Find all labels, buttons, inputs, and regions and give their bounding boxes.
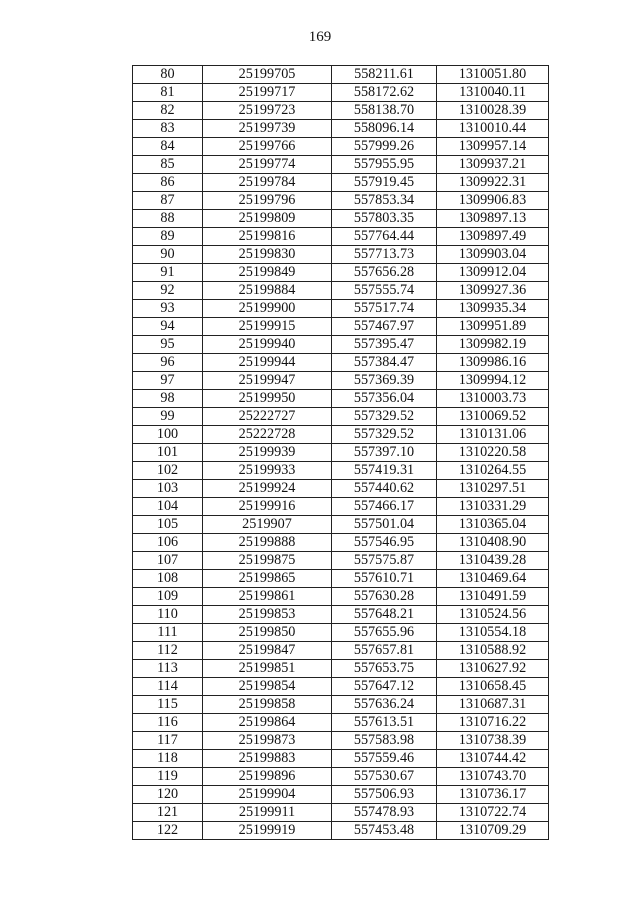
x-coordinate-cell: 557575.87 (332, 552, 437, 570)
x-coordinate-cell: 557610.71 (332, 570, 437, 588)
point-number-cell: 87 (133, 192, 203, 210)
point-number-cell: 113 (133, 660, 203, 678)
x-coordinate-cell: 558138.70 (332, 102, 437, 120)
x-coordinate-cell: 557803.35 (332, 210, 437, 228)
id-cell: 25199861 (203, 588, 332, 606)
y-coordinate-cell: 1310003.73 (437, 390, 549, 408)
table-row (133, 588, 549, 606)
y-coordinate-cell: 1310627.92 (437, 660, 549, 678)
point-number-cell: 104 (133, 498, 203, 516)
id-cell: 25199896 (203, 768, 332, 786)
point-number-cell: 99 (133, 408, 203, 426)
x-coordinate-cell: 557329.52 (332, 426, 437, 444)
table-row (133, 354, 549, 372)
point-number-cell: 118 (133, 750, 203, 768)
x-coordinate-cell: 557919.45 (332, 174, 437, 192)
id-cell: 25199947 (203, 372, 332, 390)
y-coordinate-cell: 1310744.42 (437, 750, 549, 768)
id-cell: 25199816 (203, 228, 332, 246)
x-coordinate-cell: 557467.97 (332, 318, 437, 336)
table-row (133, 498, 549, 516)
table-row (133, 228, 549, 246)
y-coordinate-cell: 1309922.31 (437, 174, 549, 192)
table-row (133, 192, 549, 210)
x-coordinate-cell: 557955.95 (332, 156, 437, 174)
id-cell: 25199766 (203, 138, 332, 156)
x-coordinate-cell: 557369.39 (332, 372, 437, 390)
x-coordinate-cell: 557395.47 (332, 336, 437, 354)
table-row (133, 606, 549, 624)
x-coordinate-cell: 557636.24 (332, 696, 437, 714)
table-row (133, 642, 549, 660)
point-number-cell: 116 (133, 714, 203, 732)
id-cell: 25199717 (203, 84, 332, 102)
table-row (133, 480, 549, 498)
y-coordinate-cell: 1310738.39 (437, 732, 549, 750)
table-row (133, 138, 549, 156)
point-number-cell: 112 (133, 642, 203, 660)
page-number: 169 (308, 29, 332, 45)
table-row (133, 804, 549, 822)
x-coordinate-cell: 557440.62 (332, 480, 437, 498)
point-number-cell: 114 (133, 678, 203, 696)
id-cell: 25199849 (203, 264, 332, 282)
table-row (133, 786, 549, 804)
point-number-cell: 82 (133, 102, 203, 120)
point-number-cell: 86 (133, 174, 203, 192)
id-cell: 25199944 (203, 354, 332, 372)
point-number-cell: 117 (133, 732, 203, 750)
x-coordinate-cell: 557501.04 (332, 516, 437, 534)
id-cell: 25199939 (203, 444, 332, 462)
x-coordinate-cell: 557517.74 (332, 300, 437, 318)
id-cell: 25199851 (203, 660, 332, 678)
y-coordinate-cell: 1310736.17 (437, 786, 549, 804)
x-coordinate-cell: 557647.12 (332, 678, 437, 696)
table-row (133, 390, 549, 408)
y-coordinate-cell: 1310131.06 (437, 426, 549, 444)
y-coordinate-cell: 1310554.18 (437, 624, 549, 642)
x-coordinate-cell: 557630.28 (332, 588, 437, 606)
point-number-cell: 119 (133, 768, 203, 786)
point-number-cell: 106 (133, 534, 203, 552)
table-row (133, 570, 549, 588)
y-coordinate-cell: 1310722.74 (437, 804, 549, 822)
table-row (133, 336, 549, 354)
y-coordinate-cell: 1310716.22 (437, 714, 549, 732)
point-number-cell: 105 (133, 516, 203, 534)
id-cell: 25199705 (203, 66, 332, 84)
y-coordinate-cell: 1310658.45 (437, 678, 549, 696)
y-coordinate-cell: 1310709.29 (437, 822, 549, 840)
id-cell: 25199911 (203, 804, 332, 822)
y-coordinate-cell: 1310469.64 (437, 570, 549, 588)
table-row (133, 624, 549, 642)
table-row (133, 174, 549, 192)
y-coordinate-cell: 1310040.11 (437, 84, 549, 102)
table-row (133, 282, 549, 300)
id-cell: 25199940 (203, 336, 332, 354)
point-number-cell: 90 (133, 246, 203, 264)
table-row (133, 120, 549, 138)
y-coordinate-cell: 1310297.51 (437, 480, 549, 498)
table-row (133, 714, 549, 732)
id-cell: 25199796 (203, 192, 332, 210)
table-row (133, 552, 549, 570)
id-cell: 25199883 (203, 750, 332, 768)
point-number-cell: 94 (133, 318, 203, 336)
id-cell: 25222728 (203, 426, 332, 444)
point-number-cell: 95 (133, 336, 203, 354)
point-number-cell: 83 (133, 120, 203, 138)
id-cell: 25199924 (203, 480, 332, 498)
table-row (133, 300, 549, 318)
table-row (133, 732, 549, 750)
id-cell: 25199919 (203, 822, 332, 840)
point-number-cell: 122 (133, 822, 203, 840)
id-cell: 25199854 (203, 678, 332, 696)
y-coordinate-cell: 1310264.55 (437, 462, 549, 480)
table-row (133, 102, 549, 120)
y-coordinate-cell: 1309935.34 (437, 300, 549, 318)
table-row (133, 408, 549, 426)
point-number-cell: 84 (133, 138, 203, 156)
y-coordinate-cell: 1310588.92 (437, 642, 549, 660)
table-row (133, 318, 549, 336)
point-number-cell: 115 (133, 696, 203, 714)
id-cell: 25199853 (203, 606, 332, 624)
y-coordinate-cell: 1309903.04 (437, 246, 549, 264)
table-row (133, 768, 549, 786)
x-coordinate-cell: 557384.47 (332, 354, 437, 372)
y-coordinate-cell: 1309982.19 (437, 336, 549, 354)
y-coordinate-cell: 1309951.89 (437, 318, 549, 336)
point-number-cell: 100 (133, 426, 203, 444)
x-coordinate-cell: 557764.44 (332, 228, 437, 246)
y-coordinate-cell: 1309994.12 (437, 372, 549, 390)
point-number-cell: 81 (133, 84, 203, 102)
x-coordinate-cell: 558172.62 (332, 84, 437, 102)
point-number-cell: 88 (133, 210, 203, 228)
coordinates-table-body (133, 66, 549, 840)
x-coordinate-cell: 557478.93 (332, 804, 437, 822)
y-coordinate-cell: 1310331.29 (437, 498, 549, 516)
x-coordinate-cell: 557853.34 (332, 192, 437, 210)
x-coordinate-cell: 557583.98 (332, 732, 437, 750)
x-coordinate-cell: 557506.93 (332, 786, 437, 804)
x-coordinate-cell: 557530.67 (332, 768, 437, 786)
x-coordinate-cell: 558211.61 (332, 66, 437, 84)
x-coordinate-cell: 557648.21 (332, 606, 437, 624)
table-row (133, 678, 549, 696)
x-coordinate-cell: 557453.48 (332, 822, 437, 840)
point-number-cell: 103 (133, 480, 203, 498)
point-number-cell: 98 (133, 390, 203, 408)
y-coordinate-cell: 1309957.14 (437, 138, 549, 156)
y-coordinate-cell: 1310028.39 (437, 102, 549, 120)
id-cell: 25199723 (203, 102, 332, 120)
y-coordinate-cell: 1310524.56 (437, 606, 549, 624)
x-coordinate-cell: 557656.28 (332, 264, 437, 282)
x-coordinate-cell: 557555.74 (332, 282, 437, 300)
id-cell: 25199847 (203, 642, 332, 660)
y-coordinate-cell: 1310051.80 (437, 66, 549, 84)
y-coordinate-cell: 1310365.04 (437, 516, 549, 534)
id-cell: 25199830 (203, 246, 332, 264)
x-coordinate-cell: 557559.46 (332, 750, 437, 768)
id-cell: 25199904 (203, 786, 332, 804)
table-row (133, 534, 549, 552)
id-cell: 25199933 (203, 462, 332, 480)
y-coordinate-cell: 1310069.52 (437, 408, 549, 426)
y-coordinate-cell: 1310439.28 (437, 552, 549, 570)
y-coordinate-cell: 1310743.70 (437, 768, 549, 786)
id-cell: 25199884 (203, 282, 332, 300)
id-cell: 25199784 (203, 174, 332, 192)
y-coordinate-cell: 1309986.16 (437, 354, 549, 372)
id-cell: 25199900 (203, 300, 332, 318)
x-coordinate-cell: 557655.96 (332, 624, 437, 642)
id-cell: 25199950 (203, 390, 332, 408)
table-row (133, 462, 549, 480)
x-coordinate-cell: 557466.17 (332, 498, 437, 516)
point-number-cell: 109 (133, 588, 203, 606)
id-cell: 25199774 (203, 156, 332, 174)
table-row (133, 660, 549, 678)
table-row (133, 264, 549, 282)
point-number-cell: 102 (133, 462, 203, 480)
point-number-cell: 121 (133, 804, 203, 822)
point-number-cell: 108 (133, 570, 203, 588)
id-cell: 25199865 (203, 570, 332, 588)
table-row (133, 246, 549, 264)
table-row (133, 516, 549, 534)
x-coordinate-cell: 557546.95 (332, 534, 437, 552)
point-number-cell: 97 (133, 372, 203, 390)
id-cell: 25199864 (203, 714, 332, 732)
table-row (133, 372, 549, 390)
id-cell: 25199915 (203, 318, 332, 336)
x-coordinate-cell: 557713.73 (332, 246, 437, 264)
point-number-cell: 107 (133, 552, 203, 570)
y-coordinate-cell: 1310220.58 (437, 444, 549, 462)
point-number-cell: 80 (133, 66, 203, 84)
coordinates-table (132, 65, 549, 840)
x-coordinate-cell: 557999.26 (332, 138, 437, 156)
x-coordinate-cell: 557329.52 (332, 408, 437, 426)
table-row (133, 84, 549, 102)
y-coordinate-cell: 1309897.13 (437, 210, 549, 228)
x-coordinate-cell: 557613.51 (332, 714, 437, 732)
point-number-cell: 93 (133, 300, 203, 318)
x-coordinate-cell: 557397.10 (332, 444, 437, 462)
y-coordinate-cell: 1309927.36 (437, 282, 549, 300)
point-number-cell: 85 (133, 156, 203, 174)
table-row (133, 822, 549, 840)
id-cell: 25222727 (203, 408, 332, 426)
y-coordinate-cell: 1309912.04 (437, 264, 549, 282)
id-cell: 25199875 (203, 552, 332, 570)
y-coordinate-cell: 1310010.44 (437, 120, 549, 138)
point-number-cell: 120 (133, 786, 203, 804)
id-cell: 25199739 (203, 120, 332, 138)
point-number-cell: 111 (133, 624, 203, 642)
id-cell: 25199888 (203, 534, 332, 552)
point-number-cell: 96 (133, 354, 203, 372)
y-coordinate-cell: 1309897.49 (437, 228, 549, 246)
id-cell: 25199809 (203, 210, 332, 228)
table-row (133, 426, 549, 444)
x-coordinate-cell: 557419.31 (332, 462, 437, 480)
table-row (133, 750, 549, 768)
y-coordinate-cell: 1310408.90 (437, 534, 549, 552)
y-coordinate-cell: 1309906.83 (437, 192, 549, 210)
point-number-cell: 101 (133, 444, 203, 462)
id-cell: 2519907 (203, 516, 332, 534)
point-number-cell: 92 (133, 282, 203, 300)
table-row (133, 444, 549, 462)
y-coordinate-cell: 1309937.21 (437, 156, 549, 174)
x-coordinate-cell: 558096.14 (332, 120, 437, 138)
id-cell: 25199916 (203, 498, 332, 516)
x-coordinate-cell: 557356.04 (332, 390, 437, 408)
id-cell: 25199873 (203, 732, 332, 750)
table-row (133, 156, 549, 174)
table-row (133, 696, 549, 714)
y-coordinate-cell: 1310491.59 (437, 588, 549, 606)
point-number-cell: 89 (133, 228, 203, 246)
x-coordinate-cell: 557653.75 (332, 660, 437, 678)
point-number-cell: 110 (133, 606, 203, 624)
point-number-cell: 91 (133, 264, 203, 282)
id-cell: 25199858 (203, 696, 332, 714)
x-coordinate-cell: 557657.81 (332, 642, 437, 660)
y-coordinate-cell: 1310687.31 (437, 696, 549, 714)
table-row (133, 210, 549, 228)
table-row (133, 66, 549, 84)
id-cell: 25199850 (203, 624, 332, 642)
